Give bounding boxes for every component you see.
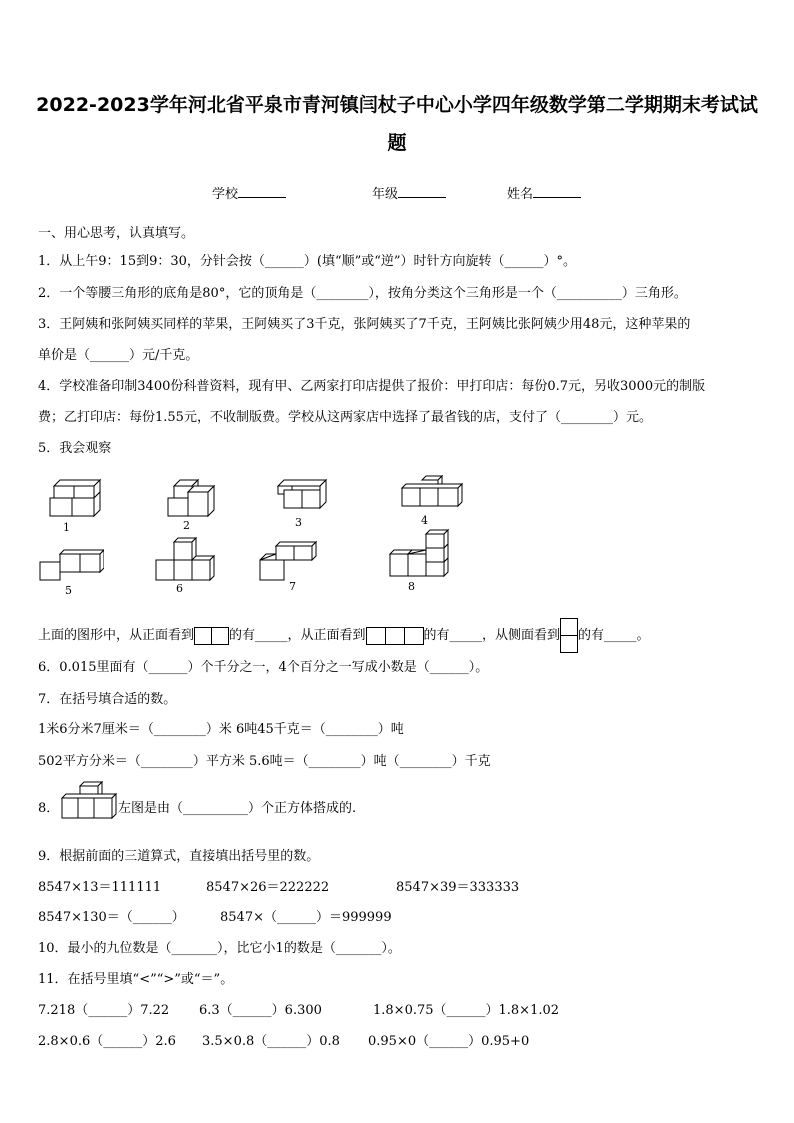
- views-text-3: 的有_____，从侧面看到: [423, 628, 561, 643]
- question-6: 6．0.015里面有（______）个千分之一，4个百分之一写成小数是（______）。: [38, 660, 489, 675]
- question-3-line1: 3．王阿姨和张阿姨买同样的苹果，王阿姨买了3千克，张阿姨买了7千克，王阿姨比张阿姨少用48元，这种苹果的: [38, 317, 691, 332]
- q11-item-6: 0.95×0（______）0.95+0: [368, 1034, 530, 1049]
- name-label: 姓名: [507, 187, 534, 202]
- page-title-line2: 题: [387, 132, 407, 154]
- question-4-line2: 费；乙打印店：每份1.55元，不收制版费。学校从这两家店中选择了最省钱的店，支付了（________）元。: [38, 410, 652, 425]
- cube-figure-8: [388, 528, 450, 580]
- cube-figure-1: [48, 478, 104, 520]
- question-7: 7．在括号填合适的数。: [38, 692, 177, 707]
- grade-label: 年级: [372, 187, 399, 202]
- page-title-line1: 2022-2023学年河北省平泉市青河镇闫杖子中心小学四年级数学第二学期期末考试试: [36, 94, 758, 116]
- grade-field[interactable]: [372, 183, 446, 202]
- question-1: 1．从上午9：15到9：30，分针会按（______）(填“顺”或“逆”）时针方向旋转（______）°。: [38, 254, 577, 269]
- figure-label-3: 3: [295, 516, 302, 529]
- cube-figure-3: [274, 478, 332, 512]
- cube-figure-4: [398, 474, 464, 510]
- q11-item-5: 3.5×0.8（______）0.8: [202, 1034, 340, 1049]
- q11-item-2: 6.3（______）6.300: [199, 1003, 322, 1018]
- question-10: 10．最小的九位数是（_______），比它小1的数是（_______）。: [38, 941, 401, 956]
- cube-figure-6: [154, 536, 216, 584]
- figure-label-2: 2: [183, 519, 190, 532]
- question-2: 2．一个等腰三角形的底角是80°，它的顶角是（________），按角分类这个三角形是一个（__________）三角形。: [38, 286, 687, 301]
- section-heading: 一、用心思考，认真填写。: [38, 226, 195, 241]
- q11-item-4: 2.8×0.6（______）2.6: [38, 1034, 176, 1049]
- views-text-4: 的有_____。: [578, 628, 650, 643]
- front-view-two-squares: [194, 627, 229, 645]
- views-text-2: 的有_____，从正面看到: [229, 628, 366, 643]
- figure-label-8: 8: [408, 580, 415, 593]
- front-view-three-squares: [366, 627, 424, 645]
- school-blank[interactable]: [238, 185, 286, 198]
- q9-eq-2: 8547×26＝222222: [206, 880, 330, 895]
- q11-item-3: 1.8×0.75（______）1.8×1.02: [373, 1003, 560, 1018]
- side-view-two-squares: [560, 618, 578, 653]
- figure-label-4: 4: [421, 514, 428, 527]
- cube-figure-7: [258, 540, 318, 584]
- q9-eq-1: 8547×13＝111111: [38, 880, 162, 895]
- question-5-views: [38, 618, 650, 653]
- question-11: 11．在括号里填“<”“>”或“＝”。: [38, 972, 234, 987]
- cube-figure-2: [166, 478, 216, 520]
- q9-eq-5: 8547×（______）＝999999: [220, 910, 392, 925]
- question-8-number: 8．: [38, 801, 60, 816]
- school-label: 学校: [212, 187, 239, 202]
- figure-label-1: 1: [63, 521, 70, 534]
- question-9: 9．根据前面的三道算式，直接填出括号里的数。: [38, 849, 320, 864]
- question-7-line2: 502平方分米＝（________）平方米 5.6吨＝（________）吨（________）千克: [38, 754, 491, 769]
- school-field[interactable]: [212, 183, 286, 202]
- q9-eq-3: 8547×39＝333333: [396, 880, 520, 895]
- name-field[interactable]: [507, 183, 581, 202]
- question-4-line1: 4．学校准备印制3400份科普资料，现有甲、乙两家打印店提供了报价：甲打印店：每份0.7元，另收3000元的制版: [38, 379, 706, 394]
- figure-label-7: 7: [289, 580, 296, 593]
- name-blank[interactable]: [533, 185, 581, 198]
- figure-label-5: 5: [65, 584, 72, 597]
- q8-cube-figure: [58, 780, 120, 822]
- question-5: 5．我会观察: [38, 441, 112, 456]
- question-8-text: 左图是由（__________）个正方体搭成的.: [118, 801, 357, 816]
- grade-blank[interactable]: [398, 185, 446, 198]
- question-3-line2: 单价是（______）元/千克。: [38, 348, 199, 363]
- q9-eq-4: 8547×130＝（______）: [38, 910, 185, 925]
- figure-label-6: 6: [176, 582, 183, 595]
- q11-item-1: 7.218（______）7.22: [38, 1003, 170, 1018]
- question-7-line1: 1米6分米7厘米＝（________）米 6吨45千克＝（________）吨: [38, 722, 404, 737]
- views-text-1: 上面的图形中，从正面看到: [38, 628, 195, 643]
- cube-figure-5: [38, 548, 104, 584]
